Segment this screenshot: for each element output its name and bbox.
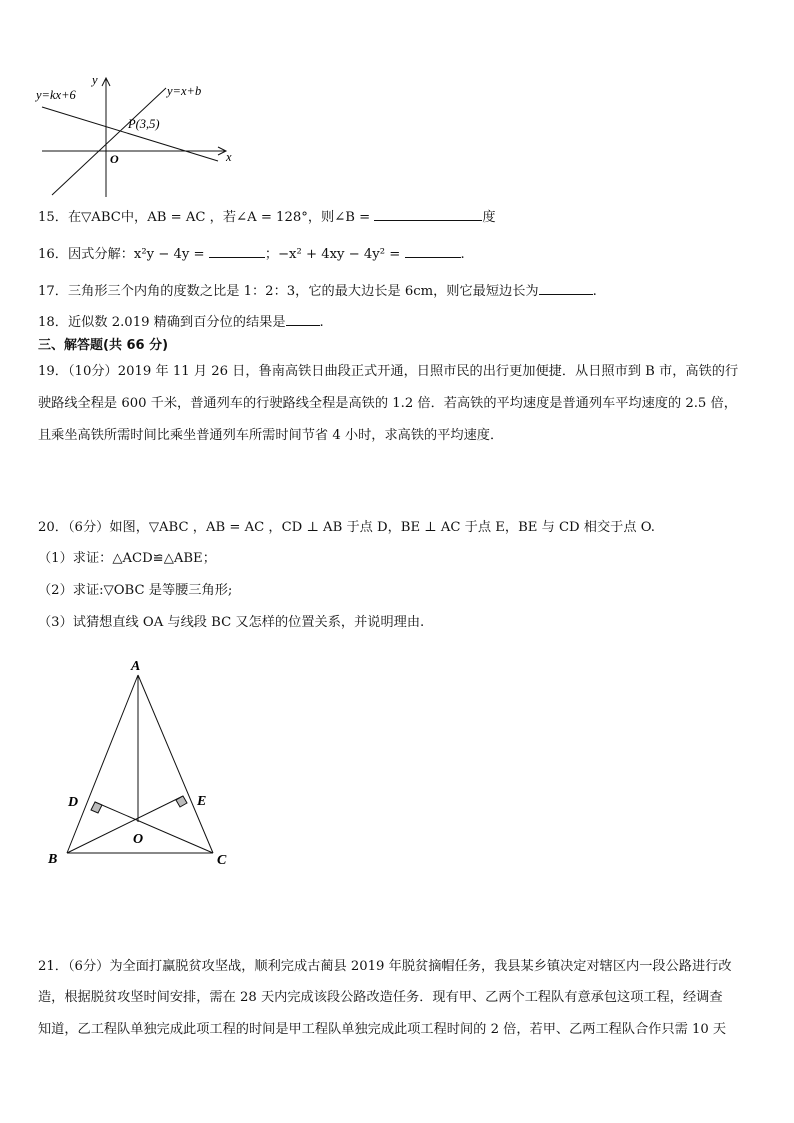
vertex-a: A [131,659,141,674]
q20-part-2: （2）求证:▽OBC 是等腰三角形; [38,583,233,598]
vertex-c: C [217,853,227,868]
q16-end: . [460,247,465,262]
line-kx-plus-6 [42,107,218,161]
question-17 [38,280,597,302]
q20-stem: 20．（6分）如图，▽ABC ，AB = AC ，CD ⊥ AB 于点 D，BE ⊥ AC 于点 E，BE 与 CD 相交于点 O. [38,520,655,535]
q16-text: 16．因式分解：x²y − 4y = [38,247,205,262]
q19-line-2: 驶路线全程是 600 千米，普通列车的行驶路线全程是高铁的 1.2 倍．若高铁的平均速度是普通列车平均速度的 2.5 倍， [38,396,737,411]
segment-cd [95,802,213,853]
section-heading: 三、解答题(共 66 分) [38,338,169,353]
vertex-b: B [48,852,58,867]
point-d: D [68,795,79,810]
q19-line-3: 且乘坐高铁所需时间比乘坐普通列车所需时间节省 4 小时，求高铁的平均速度． [38,428,504,443]
q16-answer-blank-1[interactable] [209,243,265,258]
label-x-plus-b: y=x+b [167,84,202,98]
q21-line-3: 知道，乙工程队单独完成此项工程的时间是甲工程队单独完成此项工程时间的 2 倍，若甲、乙两工程队合作只需 10 天 [38,1022,727,1037]
label-kx-plus-6: y=kx+6 [36,88,76,102]
q15-suffix: 度 [482,210,496,225]
q16-answer-blank-2[interactable] [405,243,461,258]
q17-answer-blank[interactable] [539,280,593,295]
q21-line-2: 造，根据脱贫攻坚时间安排，需在 28 天内完成该段公路改造任务．现有甲、乙两个工程队有意承包这项工程，经调查 [38,990,723,1005]
q16-middle: ；−x² + 4xy − 4y² = [264,247,401,262]
triangle-figure [40,650,240,875]
q19-line-1: 19．（10分）2019 年 11 月 26 日，鲁南高铁日曲段正式开通，日照市民的出行更加便捷．从日照市到 B 市，高铁的行 [38,364,739,379]
right-angle-e [176,796,187,807]
q20-part-1: （1）求证：△ACD≌△ABE； [38,551,216,566]
line-x-plus-b [52,88,166,195]
q15-text: 15．在▽ABC中，AB = AC ，若∠A = 128°，则∠B = [38,210,371,225]
q20-part-3: （3）试猜想直线 OA 与线段 BC 又怎样的位置关系，并说明理由. [38,615,425,630]
q18-text: 18．近似数 2.019 精确到百分位的结果是 [38,315,286,330]
side-ac [138,675,213,853]
q17-end: . [592,284,597,299]
side-ab [67,675,138,853]
q18-answer-blank[interactable] [286,311,320,326]
point-o: O [133,832,144,847]
segment-be [67,796,183,853]
q17-text: 17．三角形三个内角的度数之比是 1：2：3，它的最大边长是 6cm，则它最短边长为 [38,284,539,299]
q21-line-1: 21．（6分）为全面打赢脱贫攻坚战，顺利完成古蔺县 2019 年脱贫摘帽任务，我县某乡镇决定对辖区内一段公路进行改 [38,959,732,974]
right-angle-d [91,802,102,813]
question-15 [38,206,496,228]
point-e: E [197,794,207,809]
label-point-p: P(3,5) [128,117,160,131]
q15-answer-blank[interactable] [374,206,482,221]
label-origin: O [110,152,119,166]
label-y: y [92,73,98,87]
question-16 [38,243,465,265]
line-graph-figure [30,70,250,205]
label-x: x [226,150,232,164]
q18-end: . [319,315,324,330]
question-18 [38,311,324,333]
